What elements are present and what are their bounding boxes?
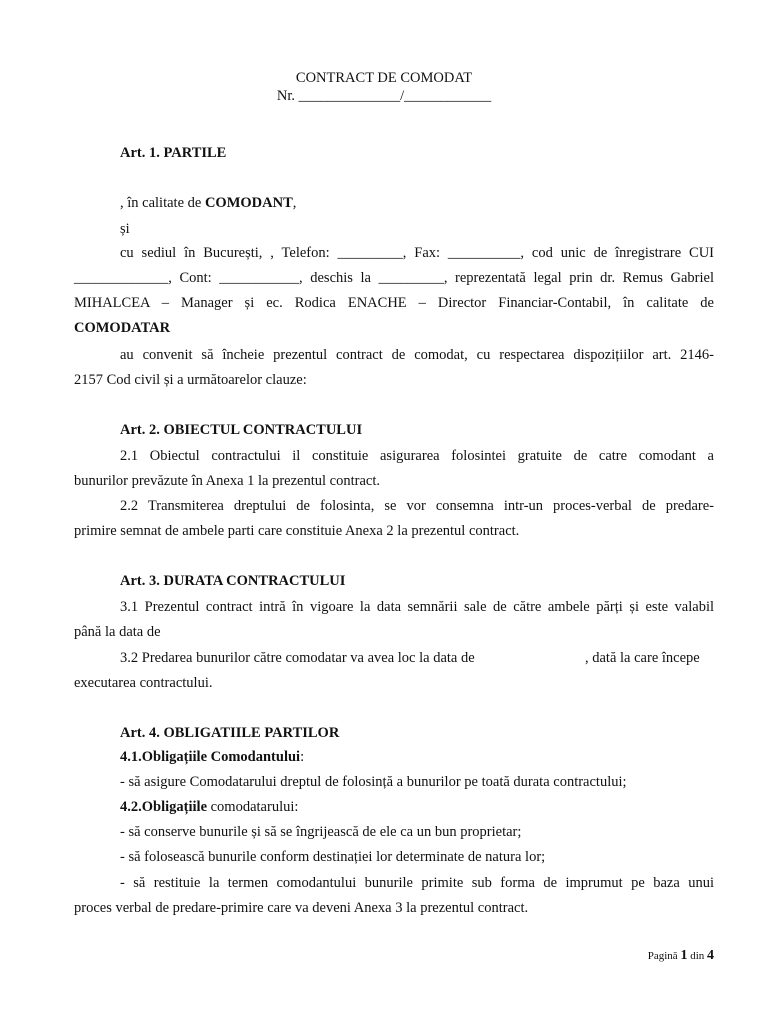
- art4-s2-heading-line: [120, 798, 298, 816]
- art2-p2-line2: primire semnat de ambele parti care constituie Anexa 2 la prezentul contract.: [74, 523, 520, 539]
- art4-s1-heading-line: [120, 748, 304, 766]
- art4-s1-colon: :: [300, 749, 305, 765]
- comodant-suffix: ,: [292, 195, 297, 211]
- art3-p2-line1a: 3.2 Predarea bunurilor către comodatar va avea loc la data de: [120, 650, 475, 666]
- art3-heading: Art. 3. DURATA CONTRACTULUI: [120, 573, 346, 589]
- art3-p2-line1b: , dată la care începe: [585, 650, 700, 666]
- page-footer: [648, 948, 714, 964]
- art3-p1-line2: până la data de: [74, 624, 161, 640]
- agreed-line2: 2157 Cod civil și a următoarelor clauze:: [74, 372, 307, 388]
- comodant-word: COMODANT: [204, 195, 293, 211]
- page-current: 1: [680, 948, 688, 963]
- si-conjunction: și: [120, 221, 130, 237]
- art1-line3: MIHALCEA – Manager și ec. Rodica ENACHE – Director Financiar-Contabil, în calitate de: [74, 295, 714, 311]
- page-label: Pagină: [647, 950, 678, 962]
- art4-s2-item2: - să folosească bunurile conform destinației lor determinate de natura lor;: [120, 849, 546, 865]
- art3-p2-line2: executarea contractului.: [74, 675, 213, 691]
- art3-p1-line1: 3.1 Prezentul contract intră în vigoare la data semnării sale de către ambele părți și este valabil: [120, 599, 714, 615]
- art4-s2-item1: - să conserve bunurile și să se îngrijească de ele ca un bun proprietar;: [120, 824, 522, 840]
- art4-s1-heading: 4.1.Obligațiile Comodantului: [120, 749, 301, 765]
- art1-heading: Art. 1. PARTILE: [120, 145, 227, 161]
- comodatar-word: COMODATAR: [74, 320, 171, 336]
- art2-heading: Art. 2. OBIECTUL CONTRACTULUI: [120, 422, 363, 438]
- contract-number-line: Nr. ______________/____________: [276, 88, 492, 104]
- art4-s1-item: - să asigure Comodatarului dreptul de folosință a bunurilor pe toată durata contractului;: [120, 774, 627, 790]
- art2-p1-line1: 2.1 Obiectul contractului il constituie asigurarea folosintei gratuite de catre comodant a: [120, 448, 714, 464]
- art2-p1-line2: bunurilor prevăzute în Anexa 1 la prezentul contract.: [74, 473, 380, 489]
- agreed-line1: au convenit să încheie prezentul contract de comodat, cu respectarea dispozițiilor art. 2146-: [120, 347, 714, 363]
- art2-p2-line1: 2.2 Transmiterea dreptului de folosinta, se vor consemna intr-un proces-verbal de predare-: [120, 498, 714, 514]
- page-of: din: [690, 950, 705, 962]
- art4-s2-heading: 4.2.Obligațiile: [120, 799, 207, 815]
- document-title: CONTRACT DE COMODAT: [295, 70, 473, 86]
- comodant-line: [120, 194, 296, 212]
- art4-s2-item3-line1: - să restituie la termen comodantului bunurile primite sub forma de imprumut pe baza unui: [120, 875, 714, 891]
- art4-s2-item3-line2: proces verbal de predare-primire care va deveni Anexa 3 la prezentul contract.: [74, 900, 529, 916]
- art1-line1: cu sediul în București, , Telefon: _________, Fax: __________, cod unic de înregistrare CUI: [120, 245, 714, 261]
- art4-heading: Art. 4. OBLIGATIILE PARTILOR: [120, 725, 340, 741]
- art1-line2: _____________, Cont: ___________, deschis la _________, reprezentată legal prin dr. Remus Gabriel: [74, 270, 714, 286]
- page-total: 4: [707, 948, 714, 963]
- comodant-prefix: , în calitate de: [120, 195, 205, 211]
- art4-s2-rest: comodatarului:: [207, 799, 299, 815]
